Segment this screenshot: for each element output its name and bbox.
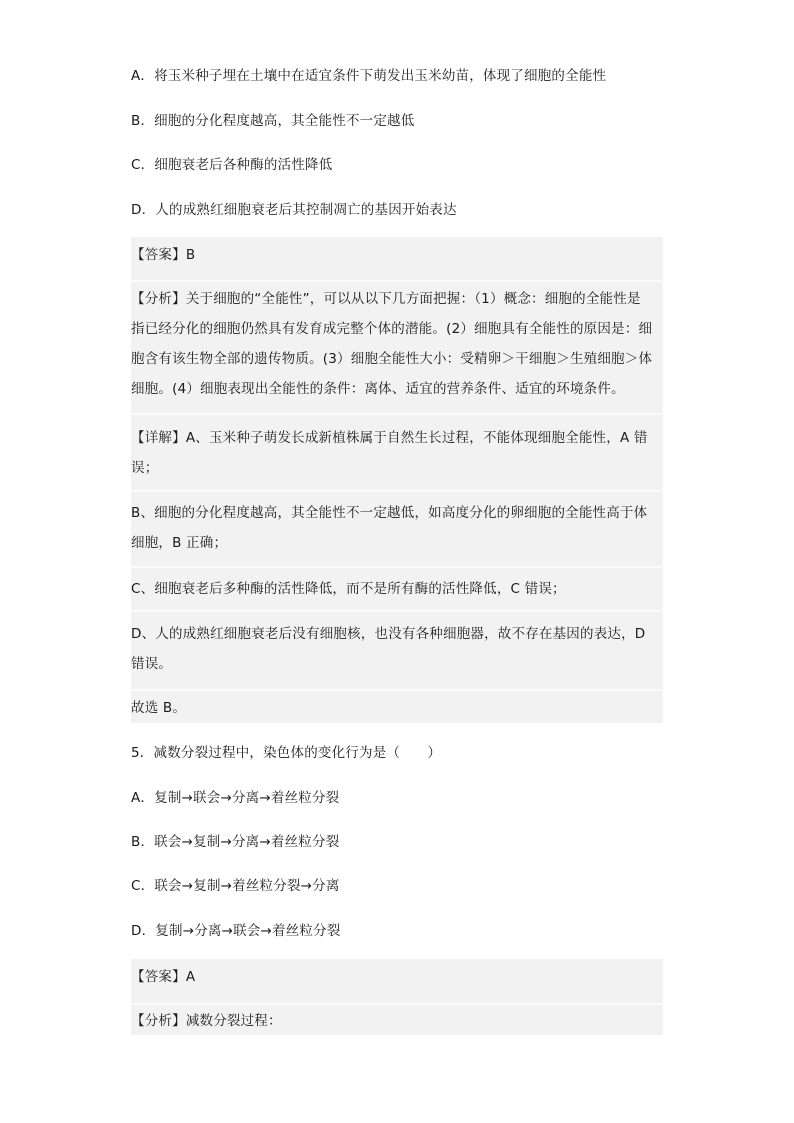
answer-tag: 【答案】	[131, 247, 186, 263]
q4-option-c: C．细胞衰老后各种酶的活性降低	[131, 157, 333, 173]
answer-value: A	[185, 969, 196, 985]
q4-detail-a: 【详解】A、玉米种子萌发长成新植株属于自然生长过程，不能体现细胞全能性，A 错 误；	[131, 430, 648, 476]
answer-tag: 【答案】	[131, 969, 186, 985]
q4-option-a: A．将玉米种子埋在土壤中在适宜条件下萌发出玉米幼苗，体现了细胞的全能性	[131, 68, 607, 84]
q5-option-d: D．复制→分离→联会→着丝粒分裂	[131, 923, 341, 939]
analysis-tag: 【分析】	[131, 1013, 186, 1029]
q4-detail-b: B、细胞的分化程度越高，其全能性不一定越低，如高度分化的卵细胞的全能性高于体 细胞，B 正确；	[131, 505, 648, 551]
q5-stem: 5．减数分裂过程中，染色体的变化行为是（ ）	[131, 745, 442, 761]
q5-option-b: B．联会→复制→分离→着丝粒分裂	[131, 834, 340, 850]
answer-value: B	[185, 247, 196, 263]
q5-answer	[131, 962, 663, 992]
q4-detail-c: C、细胞衰老后多种酶的活性降低，而不是所有酶的活性降低，C 错误；	[131, 581, 566, 597]
q5-option-a: A．复制→联会→分离→着丝粒分裂	[131, 790, 340, 806]
analysis-tag: 【分析】	[131, 291, 186, 307]
analysis-line-2: 指已经分化的细胞仍然具有发育成完整个体的潜能。(2）细胞具有全能性的原因是：细	[131, 321, 653, 337]
q4-detail-d: D、人的成熟红细胞衰老后没有细胞核，也没有各种细胞器，故不存在基因的表达，D 错误。	[131, 626, 646, 672]
analysis-line-1: 【分析】关于细胞的“全能性”，可以从以下几方面把握：（1）概念：细胞的全能性是	[131, 291, 641, 307]
q4-option-b: B．细胞的分化程度越高，其全能性不一定越低	[131, 113, 415, 129]
q5-option-c: C．联会→复制→着丝粒分裂→分离	[131, 878, 340, 894]
q5-analysis: 【分析】减数分裂过程：	[131, 1013, 282, 1029]
q4-answer	[131, 240, 663, 270]
q4-conclusion: 故选 B。	[131, 700, 187, 716]
analysis-line-3: 胞含有该生物全部的遗传物质。(3）细胞全能性大小：受精卵＞干细胞＞生殖细胞＞体	[131, 351, 653, 367]
detail-tag: 【详解】	[131, 430, 186, 446]
analysis-line-4: 细胞。(4）细胞表现出全能性的条件：离体、适宜的营养条件、适宜的环境条件。	[131, 381, 625, 397]
q4-analysis	[131, 284, 663, 404]
q4-option-d: D．人的成熟红细胞衰老后其控制凋亡的基因开始表达	[131, 202, 457, 218]
